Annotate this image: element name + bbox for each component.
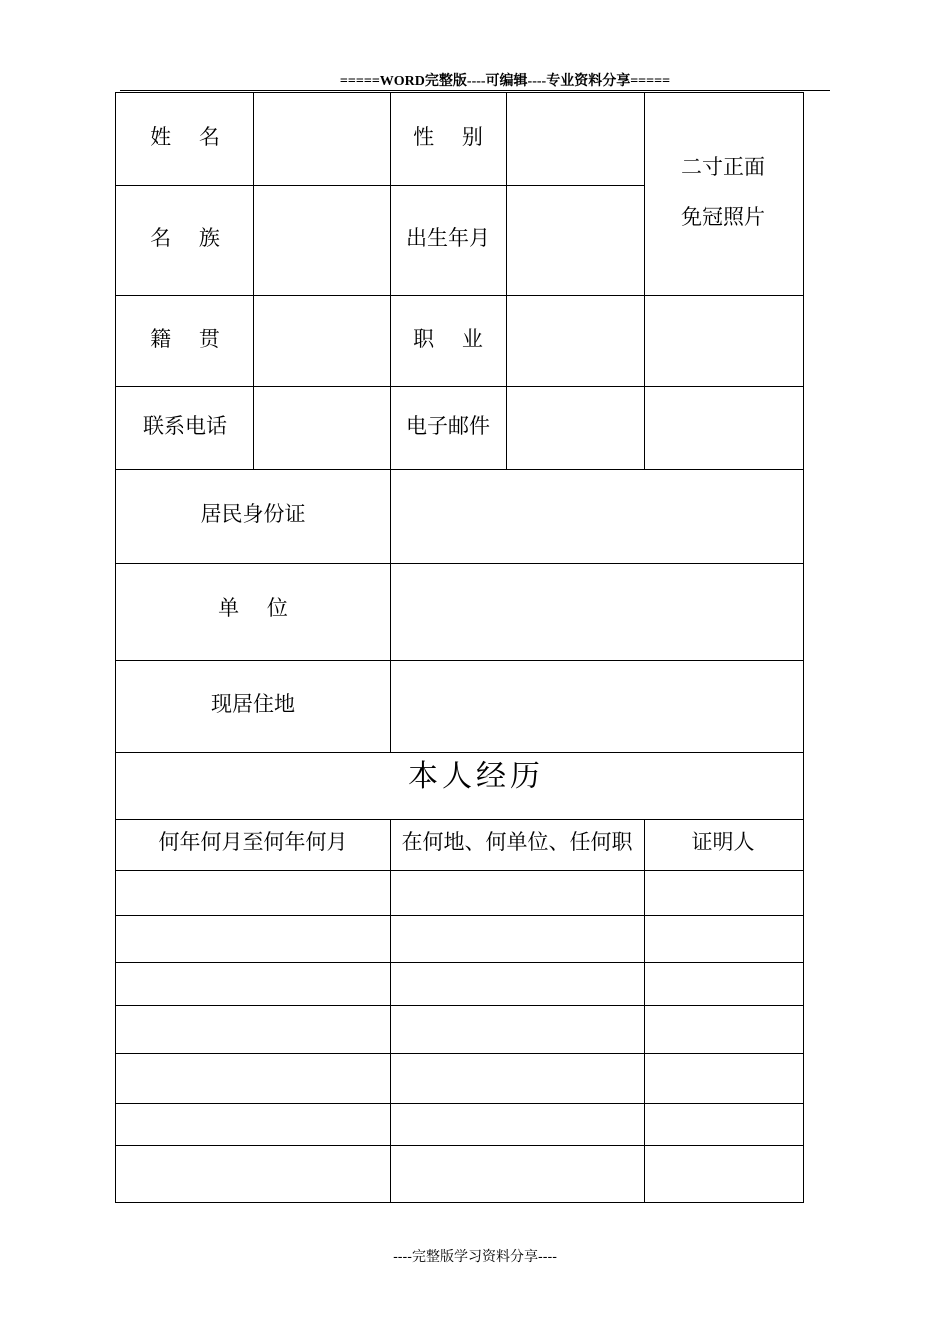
column-divider [253,93,254,469]
occupation-label: 职 业 [413,327,483,351]
row-divider [116,386,803,387]
row-divider [116,1053,803,1054]
row-divider [116,1103,803,1104]
row-divider [116,962,803,963]
row-divider [116,469,803,470]
experience-title: 本人经历 [408,759,544,794]
row-divider [116,295,803,296]
row-divider [116,1145,803,1146]
row-divider [116,1005,803,1006]
email-label: 电子邮件 [406,414,490,438]
document-footer: ----完整版学习资料分享---- [393,1249,557,1265]
row-divider [116,870,803,871]
row-divider [116,185,644,186]
current-address-label: 现居住地 [211,692,295,716]
ethnicity-label: 名 族 [150,226,220,250]
name-label: 姓 名 [150,125,220,149]
row-divider [116,915,803,916]
column-header-witness: 证明人 [691,830,755,854]
column-divider [506,93,507,469]
row-divider [116,660,803,661]
registration-form [115,92,804,1203]
work-unit-label: 单 位 [218,596,288,620]
header-rule [120,90,830,91]
native-place-label: 籍 贯 [150,327,220,351]
column-header-place: 在何地、何单位、任何职 [401,830,633,854]
column-divider [390,93,391,752]
birth-date-label: 出生年月 [406,226,490,250]
row-divider [116,563,803,564]
column-divider [390,819,391,1203]
column-divider [644,93,645,469]
column-divider [644,819,645,1203]
id-card-label: 居民身份证 [200,502,306,526]
document-header: =====WORD完整版----可编辑----专业资料分享===== [339,74,671,89]
photo-placeholder-line1: 二寸正面 [681,155,765,179]
column-header-time: 何年何月至何年何月 [158,830,348,854]
photo-placeholder-line2: 免冠照片 [681,205,765,229]
row-divider [116,819,803,820]
phone-label: 联系电话 [143,414,227,438]
gender-label: 性 别 [413,125,483,149]
